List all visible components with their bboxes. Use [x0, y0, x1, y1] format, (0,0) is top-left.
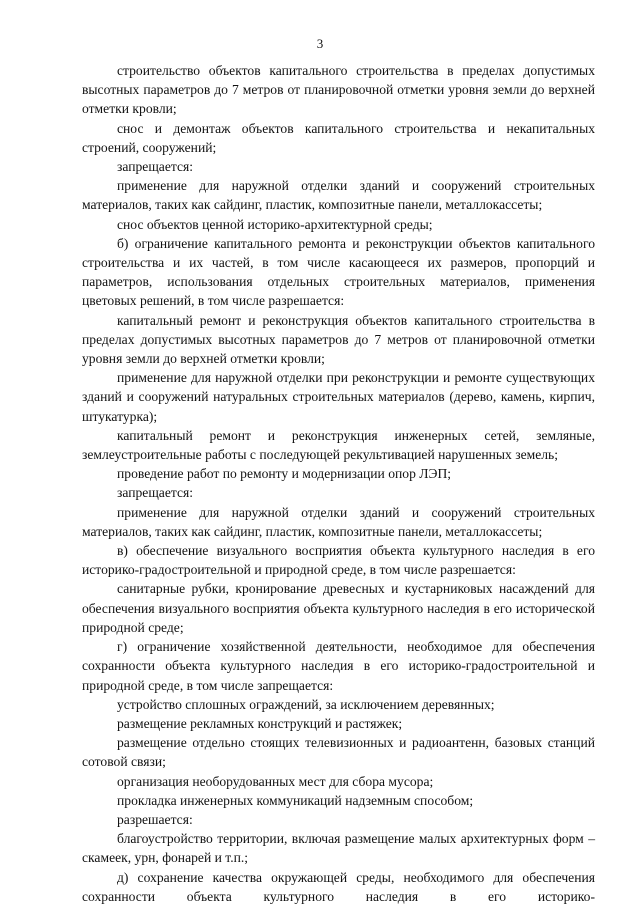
paragraph-5: снос объектов ценной историко-архитектурной среды;: [117, 216, 433, 232]
paragraph-20: прокладка инженерных коммуникаций надземным способом;: [117, 792, 474, 808]
paragraph-3: запрещается:: [117, 159, 194, 175]
paragraph-16: устройство сплошных ограждений, за исключением деревянных;: [117, 696, 495, 712]
paragraph-13: в) обеспечение визуального восприятия объекта культурного наследия в его историко-градостроительной и природной среде, в том числе разрешается:: [82, 543, 595, 578]
paragraph-15: г) ограничение хозяйственной деятельности, необходимое для обеспечения сохранности объекта культурного наследия в его историко-градостроительной и природной среде, в том числе запрещается:: [82, 639, 595, 693]
paragraph-12: применение для наружной отделки зданий и сооружений строительных материалов, таких как сайдинг, пластик, композитные панели, металлокассеты;: [82, 504, 595, 539]
paragraph-22: благоустройство территории, включая размещение малых архитектурных форм – скамеек, урн, фонарей и т.п.;: [82, 831, 595, 866]
paragraph-14: санитарные рубки, кронирование древесных и кустарниковых насаждений для обеспечения визуального восприятия объекта культурного наследия в его исторической природной среде;: [82, 581, 595, 635]
paragraph-9: капитальный ремонт и реконструкция инженерных сетей, земляные, землеустроительные работы с последующей рекультивацией нарушенных земель;: [82, 427, 595, 463]
page-number: 3: [316, 36, 324, 51]
paragraph-7: капитальный ремонт и реконструкция объектов капитального строительства в пределах допустимых высотных параметров до 7 метров от планировочной отметки уровня земли до верхней отметки кровли;: [82, 312, 595, 367]
document-body: [82, 61, 595, 906]
paragraph-18: размещение отдельно стоящих телевизионных и радиоантенн, базовых станций сотовой связи;: [82, 735, 595, 770]
paragraph-21: разрешается:: [117, 811, 193, 827]
paragraph-10: проведение работ по ремонту и модернизации опор ЛЭП;: [117, 466, 452, 482]
paragraph-17: размещение рекламных конструкций и растяжек;: [117, 715, 403, 731]
paragraph-19: организация необорудованных мест для сбора мусора;: [117, 773, 434, 789]
paragraph-4: применение для наружной отделки зданий и сооружений строительных материалов, таких как сайдинг, пластик, композитные панели, металлокассеты;: [82, 178, 595, 213]
paragraph-8: применение для наружной отделки при реконструкции и ремонте существующих зданий и сооружений натуральных строительных материалов (дерево, камень, кирпич, штукатурка);: [82, 370, 595, 424]
paragraph-6: б) ограничение капитального ремонта и реконструкции объектов капитального строительства и их частей, в том числе касающееся их размеров, пропорций и параметров, использования отдельных строительных материалов, применения цветовых решений, в том числе разрешается:: [82, 235, 595, 309]
paragraph-23: д) сохранение качества окружающей среды, необходимого для обеспечения сохранности объекта культурного наследия в его историко-: [82, 869, 595, 904]
paragraph-2: снос и демонтаж объектов капитального строительства и некапитальных строений, сооружений;: [82, 120, 595, 155]
paragraph-1: строительство объектов капитального строительства в пределах допустимых высотных параметров до 7 метров от планировочной отметки уровня земли до верхней отметки кровли;: [82, 63, 595, 117]
paragraph-11: запрещается:: [117, 485, 194, 501]
